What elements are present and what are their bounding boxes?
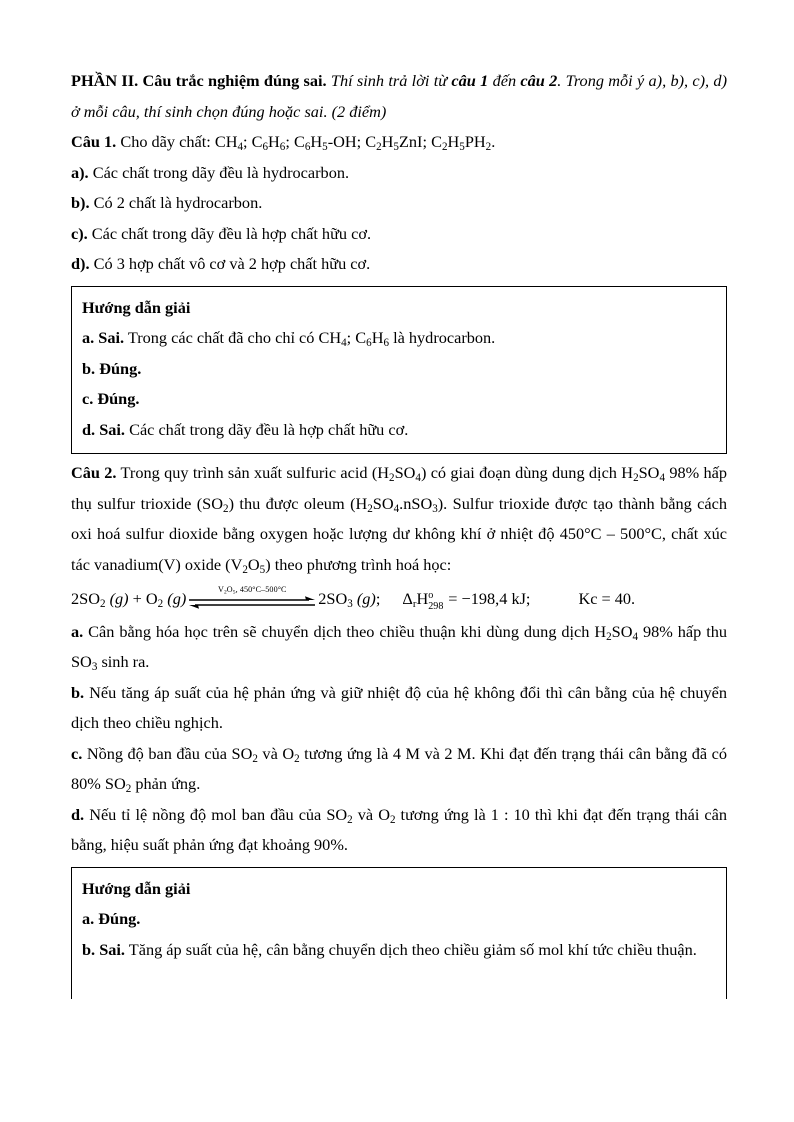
solution-item-a xyxy=(82,323,716,354)
question-1-stem xyxy=(71,127,727,158)
option-label: a. xyxy=(71,621,84,641)
question-2-option-b xyxy=(71,678,727,739)
solution-item-b xyxy=(82,354,716,385)
option-label: c). xyxy=(71,223,88,243)
option-label: a). xyxy=(71,162,89,182)
question-1-option-a xyxy=(71,158,727,189)
solution-item-label: c. Đúng. xyxy=(82,389,140,408)
solution-item-text: Các chất trong dãy đều là hợp chất hữu cơ. xyxy=(129,419,409,439)
option-label: b). xyxy=(71,193,90,212)
question-2-stem xyxy=(71,458,727,580)
solution-item-b xyxy=(82,935,716,966)
solution-item-text: Tăng áp suất của hệ, cân bằng chuyển dịch theo chiều giảm số mol khí tức chiều thuận. xyxy=(128,939,697,959)
option-label: c. xyxy=(71,743,83,763)
instruction-mid: đến xyxy=(488,71,521,90)
solution-item-c xyxy=(82,384,716,415)
solution-item-label: b. Đúng. xyxy=(82,358,142,378)
instruction-ref-2: câu 2 xyxy=(520,71,558,90)
question-2-stem-text: Trong quy trình sản xuất sulfuric acid $(H_2SO_4)$ có giai đoạn dùng dung dịch $H_2SO_4$ 98% hấp thụ sulfur trioxide $(SO_2)$ thu được oleum $(H_2SO_4.nSO_3)$. Sulfur trioxide được tạo thành bằng cách oxi hoá sulfur dioxide bằng oxygen hoặc lượng dư không khí ở nhiệt độ 450°C – 500°C, chất xúc tác vanadium(V) oxide $(V_2O_5)$ theo phương trình hoá học: xyxy=(71,463,728,576)
solution-box-question-1 xyxy=(71,286,727,455)
equilibrium-arrow-icon xyxy=(189,586,315,612)
option-text: Có 2 chất là hydrocarbon. xyxy=(93,193,263,212)
option-text: Nếu tăng áp suất của hệ phản ứng và giữ nhiệt độ của hệ không đổi thì cân bằng của hệ chuyển dịch theo chiều nghịch. xyxy=(71,682,727,732)
question-1-option-d xyxy=(71,249,727,280)
page-content xyxy=(71,66,727,1003)
question-1-label: Câu 1. xyxy=(71,132,117,151)
question-2-label: Câu 2. xyxy=(71,463,117,482)
solution-title: Hướng dẫn giải xyxy=(82,878,191,898)
equation-reactants: $2SO_2$ $(g) + O_2$ (g) xyxy=(71,589,187,611)
equation-kc: Kc = 40. xyxy=(578,589,636,608)
question-1-formulas: $CH_4$; $C_6H_6$; $C_6H_5-OH$; $C_2H_5ZnI$; $C_2H_5PH_2$. xyxy=(214,132,496,154)
option-text: Các chất trong dãy đều là hợp chất hữu cơ. xyxy=(91,223,372,243)
option-text: Nếu tỉ lệ nồng độ mol ban đầu của $SO_2$ và $O_2$ tương ứng là 1 : 10 thì khi đạt đến trạng thái cân bằng, hiệu suất phản ứng đạt khoảng 90%. xyxy=(71,804,728,854)
solution-item-label: b. Sai. xyxy=(82,939,125,959)
solution-item-label: a. Đúng. xyxy=(82,909,141,928)
chemical-equation xyxy=(71,584,727,615)
option-text: Có 3 hợp chất vô cơ và 2 hợp chất hữu cơ. xyxy=(93,254,371,273)
option-text: Cân bằng hóa học trên sẽ chuyển dịch theo chiều thuận khi dùng dung dịch $H_2SO_4$ 98% hấp thu $SO_3$ sinh ra. xyxy=(71,621,727,674)
question-2-option-a xyxy=(71,617,727,678)
question-1-stem-text: Cho dãy chất: xyxy=(120,132,215,151)
instruction-post: . Trong mỗi ý a), b), c), d) ở mỗi câu, thí sinh chọn đúng hoặc sai. (2 điểm) xyxy=(71,71,727,121)
option-label: d). xyxy=(71,254,90,273)
instruction-pre: Thí sinh trả lời từ xyxy=(330,71,452,90)
equation-arrow-label: $V_2O_5$, 450°C–500°C xyxy=(217,585,287,596)
solution-item-a xyxy=(82,904,716,935)
solution-item-label: a. Sai. xyxy=(82,328,125,347)
solution-item-d xyxy=(82,415,716,446)
option-text: Các chất trong dãy đều là hydrocarbon. xyxy=(92,162,350,182)
part-label: PHẦN II. Câu trắc nghiệm đúng sai. xyxy=(71,71,327,90)
question-2-option-d xyxy=(71,800,727,861)
solution-title: Hướng dẫn giải xyxy=(82,297,191,317)
question-2-option-c xyxy=(71,739,727,800)
option-label: d. xyxy=(71,804,85,824)
solution-item-text: Trong các chất đã cho chỉ có $CH_4$; $C_6H_6$ là hydrocarbon. xyxy=(127,328,496,350)
option-text: Nồng độ ban đầu của $SO_2$ và $O_2$ tương ứng là 4 M và 2 M. Khi đạt đến trạng thái cân bằng đã có 80% $SO_2$ phản ứng. xyxy=(71,743,727,796)
section-heading xyxy=(71,66,727,127)
question-1-option-b xyxy=(71,188,727,219)
solution-box-question-2 xyxy=(71,867,727,1000)
question-1-option-c xyxy=(71,219,727,250)
solution-item-label: d. Sai. xyxy=(82,419,125,439)
equation-enthalpy: ΔrH o 298 = −198,4 kJ; xyxy=(402,589,531,612)
option-label: b. xyxy=(71,682,85,702)
instruction-ref-1: câu 1 xyxy=(451,71,489,90)
equation-products: $2SO_3$ (g); xyxy=(318,589,381,611)
